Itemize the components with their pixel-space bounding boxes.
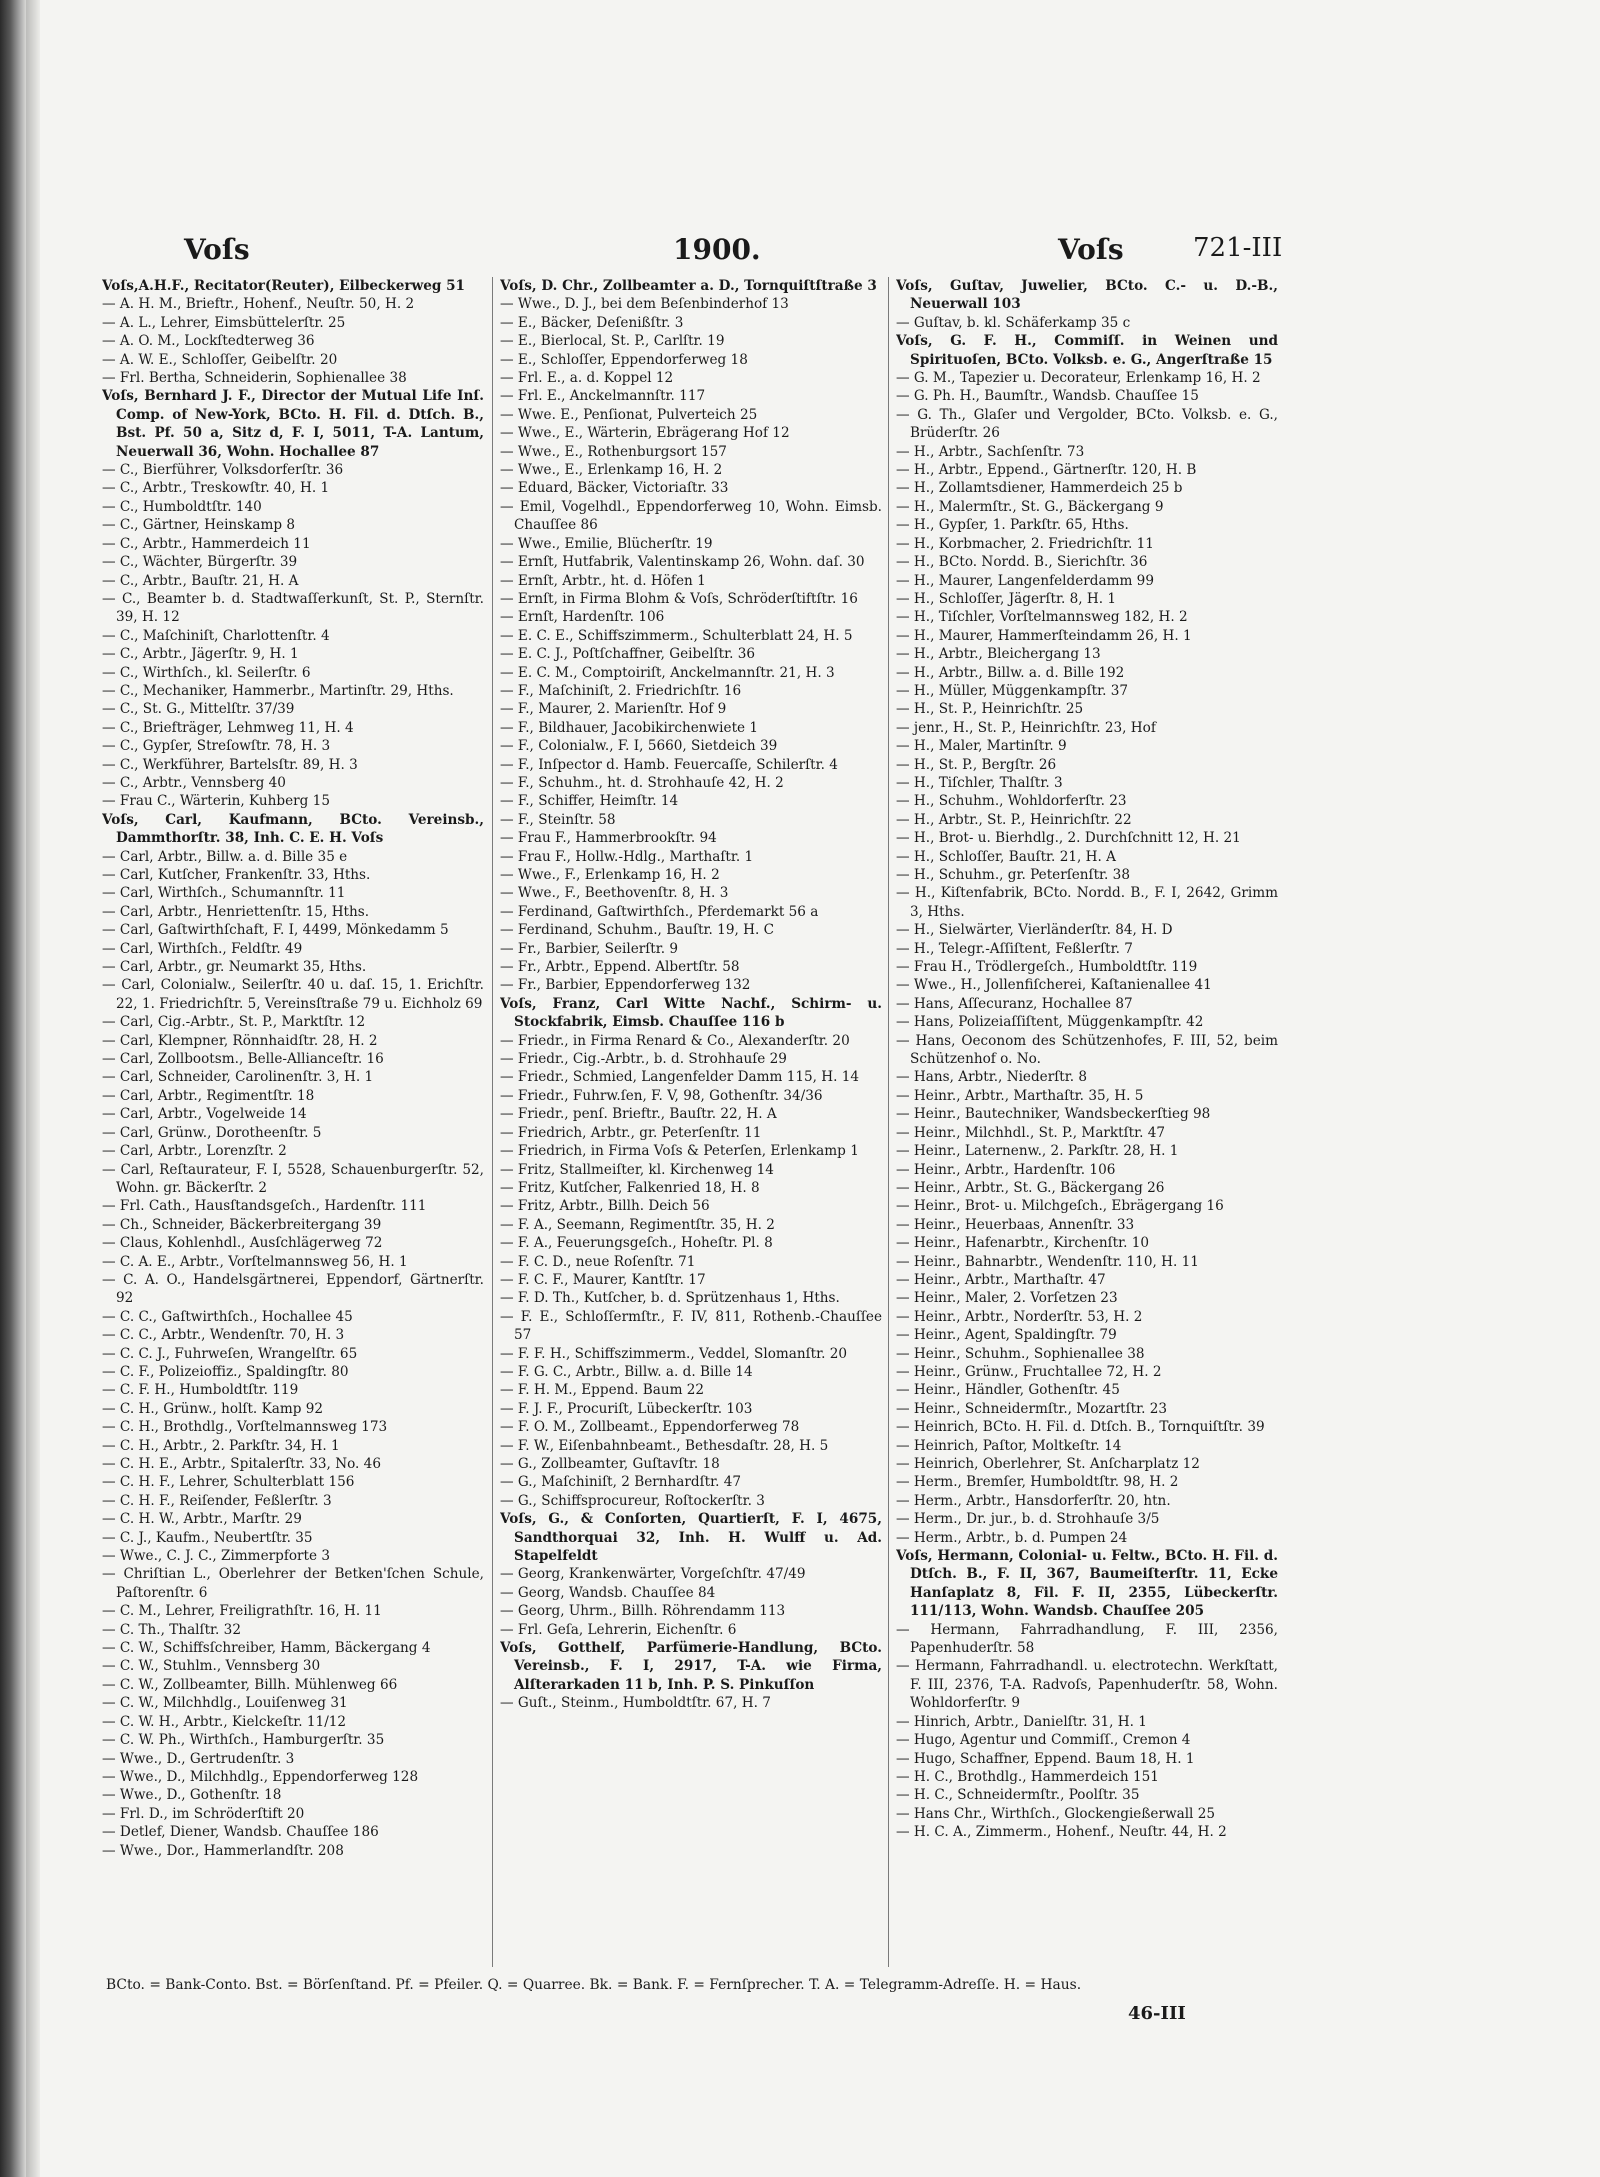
directory-entry: — Friedrich, Arbtr., gr. Peterſenſtr. 11: [500, 1124, 762, 1141]
directory-entry: — Frl. Geſa, Lehrerin, Eichenſtr. 6: [500, 1621, 737, 1638]
directory-entry: — C., Wächter, Bürgerſtr. 39: [102, 554, 298, 571]
directory-entry: — Carl, Klempner, Rönnhaidſtr. 28, H. 2: [102, 1032, 378, 1049]
directory-entry: — Guſt., Steinm., Humboldtſtr. 67, H. 7: [500, 1695, 771, 1712]
directory-entry: — Carl, Reſtaurateur, F. I, 5528, Schauenburgerſtr. 52, Wohn. gr. Bäckerſtr. 2: [102, 1161, 484, 1196]
entry-list-2: [500, 277, 882, 1713]
directory-entry: — Heinr., Arbtr., Marthaſtr. 47: [896, 1271, 1106, 1288]
directory-entry: — Hans, Arbtr., Niederſtr. 8: [896, 1069, 1088, 1086]
directory-entry: — Heinr., Arbtr., Norderſtr. 53, H. 2: [896, 1308, 1143, 1325]
directory-entry: — C., Briefträger, Lehmweg 11, H. 4: [102, 719, 354, 736]
directory-entry: — Wwe., H., Jollenfiſcherei, Kaſtanienallee 41: [896, 977, 1212, 994]
abbreviation-legend: BCto. = Bank-Conto. Bst. = Börſenſtand. Pf. = Pfeiler. Q. = Quarree. Bk. = Bank. F. = Fernſprecher. T. A. = Telegramm-Adreſſe. H. = Haus.: [106, 1977, 1082, 1993]
directory-entry: — F. C. F., Maurer, Kantſtr. 17: [500, 1271, 706, 1288]
directory-entry: — Hermann, Fahrradhandl. u. electrotechn. Werkſtatt, F. III, 2376, T-A. Radvoſs, Papenhuderſtr. 58, Wohn. Wohldorferſtr. 9: [896, 1658, 1278, 1712]
directory-entry: — C. W., Milchhdlg., Louiſenweg 31: [102, 1695, 348, 1712]
directory-entry: — H., Maler, Martinſtr. 9: [896, 738, 1067, 755]
directory-entry: Voſs, Guſtav, Juwelier, BCto. C.- u. D.-B., Neuerwall 103: [896, 278, 1278, 313]
column-divider: [888, 277, 889, 1967]
directory-entry: — Heinr., Schuhm., Sophienallee 38: [896, 1345, 1145, 1362]
directory-entry: — H., Arbtr., Sachſenſtr. 73: [896, 443, 1085, 460]
directory-entry: — Ernſt, in Firma Blohm & Voſs, Schröderſtiftſtr. 16: [500, 590, 858, 607]
directory-entry: Voſs, G. F. H., Commiſſ. in Weinen und Spirituoſen, BCto. Volksb. e. G., Angerſtraße 15: [896, 333, 1278, 368]
directory-entry: — Carl, Arbtr., Henriettenſtr. 15, Hths.: [102, 903, 370, 920]
directory-entry: — Carl, Arbtr., Vogelweide 14: [102, 1106, 307, 1123]
directory-entry: — C. W., Stuhlm., Vennsberg 30: [102, 1658, 321, 1675]
directory-entry: — Fritz, Kutſcher, Falkenried 18, H. 8: [500, 1179, 760, 1196]
directory-entry: — Wwe., E., Wärterin, Ebrägerang Hof 12: [500, 425, 790, 442]
directory-entry: — C. H., Arbtr., 2. Parkſtr. 34, H. 1: [102, 1437, 340, 1454]
directory-entry: — Ferdinand, Schuhm., Bauſtr. 19, H. C: [500, 922, 775, 939]
directory-entry: — Wwe., C. J. C., Zimmerpforte 3: [102, 1548, 331, 1565]
directory-entry: — C. W., Zollbeamter, Billh. Mühlenweg 66: [102, 1676, 398, 1693]
directory-entry: — Carl, Cig.-Arbtr., St. P., Marktſtr. 12: [102, 1014, 366, 1031]
directory-entry: — C. C., Gaſtwirthſch., Hochallee 45: [102, 1308, 353, 1325]
directory-entry: — Emil, Vogelhdl., Eppendorferweg 10, Wohn. Eimsb. Chauſſee 86: [500, 498, 882, 534]
directory-entry: — C. F. H., Humboldtſtr. 119: [102, 1382, 299, 1399]
directory-entry: — C., Bierführer, Volksdorferſtr. 36: [102, 462, 344, 479]
entry-list-3: [896, 277, 1278, 1842]
directory-entry: — H. C., Schneidermſtr., Poolſtr. 35: [896, 1787, 1140, 1804]
directory-entry: — Carl, Gaſtwirthſchaft, F. I, 4499, Mönkedamm 5: [102, 922, 449, 939]
directory-entry: — E., Schloſſer, Eppendorferweg 18: [500, 351, 748, 368]
directory-entry: — H., Sielwärter, Vierländerſtr. 84, H. D: [896, 922, 1173, 939]
directory-entry: — H., Maurer, Hammerſteindamm 26, H. 1: [896, 627, 1192, 644]
directory-entry: — Guſtav, b. kl. Schäferkamp 35 c: [896, 314, 1131, 331]
directory-entry: — Heinr., Arbtr., Marthaſtr. 35, H. 5: [896, 1087, 1144, 1104]
directory-entry: — F. F. H., Schiffszimmerm., Veddel, Slomanſtr. 20: [500, 1345, 848, 1362]
directory-entry: — Carl, Wirthſch., Schumannſtr. 11: [102, 885, 346, 902]
directory-entry: — E. C. E., Schiffszimmerm., Schulterblatt 24, H. 5: [500, 627, 853, 644]
directory-entry: — A. W. E., Schloſſer, Geibelſtr. 20: [102, 351, 338, 368]
directory-entry: — H., Schuhm., Wohldorferſtr. 23: [896, 793, 1127, 810]
directory-entry: — Wwe., D., Gertrudenſtr. 3: [102, 1750, 295, 1767]
directory-entry: — Heinr., Milchhdl., St. P., Marktſtr. 47: [896, 1124, 1166, 1141]
directory-entry: — H., Korbmacher, 2. Friedrichſtr. 11: [896, 535, 1154, 552]
directory-entry: — Frau F., Hollw.-Hdlg., Marthaſtr. 1: [500, 848, 754, 865]
directory-entry: — Friedr., Fuhrw.ſen, F. V, 98, Gothenſtr. 34/36: [500, 1087, 823, 1104]
directory-entry: — H., Tiſchler, Vorſtelmannsweg 182, H. 2: [896, 609, 1188, 626]
directory-entry: — Heinr., Laternenw., 2. Parkſtr. 28, H. 1: [896, 1143, 1179, 1160]
directory-entry: Voſs, Hermann, Colonial- u. Feltw., BCto. H. Fil. d. Dtſch. B., F. II, 367, Baumeiſterſtr. 11, Ecke Hanſaplatz 8, Fil. F. II, 2355, Lübeckerſtr. 111/113, Wohn. Wandsb. Chauſſee 205: [896, 1548, 1278, 1620]
directory-entry: — C. C., Arbtr., Wendenſtr. 70, H. 3: [102, 1327, 345, 1344]
directory-entry: — H., Kiſtenfabrik, BCto. Nordd. B., F. I, 2642, Grimm 3, Hths.: [896, 885, 1278, 920]
directory-entry: — Heinr., Grünw., Fruchtallee 72, H. 2: [896, 1363, 1162, 1380]
directory-entry: — F., Colonialw., F. I, 5660, Sietdeich 39: [500, 738, 778, 755]
directory-entry: — Fr., Barbier, Eppendorferweg 132: [500, 977, 751, 994]
directory-entry: — H., Arbtr., Eppend., Gärtnerſtr. 120, H. B: [896, 462, 1197, 479]
directory-entry: Voſs, Franz, Carl Witte Nachf., Schirm- u. Stockfabrik, Eimsb. Chauſſee 116 b: [500, 995, 882, 1031]
directory-entry: — Herm., Arbtr., b. d. Pumpen 24: [896, 1529, 1128, 1546]
directory-entry: — H., Maurer, Langenfelderdamm 99: [896, 572, 1154, 589]
column-2: [500, 277, 882, 1967]
directory-entry: — Carl, Arbtr., gr. Neumarkt 35, Hths.: [102, 959, 367, 976]
directory-entry: — Carl, Schneider, Carolinenſtr. 3, H. 1: [102, 1069, 374, 1086]
directory-entry: — C., Arbtr., Bauſtr. 21, H. A: [102, 572, 299, 589]
directory-entry: — Ernſt, Hardenſtr. 106: [500, 609, 665, 626]
directory-entry: — Hans Chr., Wirthſch., Glockengießerwall 25: [896, 1805, 1216, 1822]
directory-entry: — C. H., Brothdlg., Vorſtelmannsweg 173: [102, 1419, 388, 1436]
directory-entry: — F. C. D., neue Roſenſtr. 71: [500, 1253, 696, 1270]
directory-entry: — Hinrich, Arbtr., Danielſtr. 31, H. 1: [896, 1713, 1147, 1730]
directory-entry: — F. W., Eiſenbahnbeamt., Bethesdaſtr. 28, H. 5: [500, 1437, 829, 1454]
directory-entry: — F. E., Schloſſermſtr., F. IV, 811, Rothenb.-Chauſſee 57: [500, 1308, 882, 1344]
directory-entry: — H., Arbtr., St. P., Heinrichſtr. 22: [896, 811, 1132, 828]
directory-entry: — F. A., Feuerungsgeſch., Hoheſtr. Pl. 8: [500, 1235, 773, 1252]
directory-entry: — Heinr., Brot- u. Milchgeſch., Ebrägergang 16: [896, 1198, 1224, 1215]
directory-entry: — E., Bierlocal, St. P., Carlſtr. 19: [500, 333, 725, 350]
header-year: 1900.: [673, 233, 761, 266]
directory-entry: — C. A. E., Arbtr., Vorſtelmannsweg 56, H. 1: [102, 1253, 408, 1270]
directory-entry: — Friedr., penſ. Brieftr., Bauſtr. 22, H. A: [500, 1106, 777, 1123]
directory-entry: — H., Schloſſer, Jägerſtr. 8, H. 1: [896, 590, 1117, 607]
directory-entry: — F. H. M., Eppend. Baum 22: [500, 1382, 705, 1399]
directory-entry: — Wwe., D., Gothenſtr. 18: [102, 1787, 282, 1804]
directory-entry: — F. A., Seemann, Regimentſtr. 35, H. 2: [500, 1216, 775, 1233]
directory-entry: — Ernſt, Arbtr., ht. d. Höfen 1: [500, 572, 706, 589]
directory-entry: — H., Schloſſer, Bauſtr. 21, H. A: [896, 848, 1116, 865]
directory-entry: — C. Th., Thalſtr. 32: [102, 1621, 241, 1638]
directory-entry: — Fr., Arbtr., Eppend. Albertſtr. 58: [500, 959, 740, 976]
directory-entry: — Friedr., Cig.-Arbtr., b. d. Strohhauſe 29: [500, 1051, 787, 1068]
directory-entry: — F., Schuhm., ht. d. Strohhauſe 42, H. 2: [500, 774, 784, 791]
directory-entry: — Heinr., Bautechniker, Wandsbeckerſtieg 98: [896, 1106, 1211, 1123]
directory-entry: — Hugo, Agentur und Commiſſ., Cremon 4: [896, 1732, 1191, 1749]
directory-entry: — Heinr., Agent, Spaldingſtr. 79: [896, 1327, 1117, 1344]
directory-entry: — G., Maſchiniſt, 2 Bernhardſtr. 47: [500, 1474, 742, 1491]
directory-entry: — C., Gärtner, Heinskamp 8: [102, 517, 296, 534]
directory-entry: — C. W., Schiffsſchreiber, Hamm, Bäckergang 4: [102, 1640, 431, 1657]
header-right-keyword: Voſs: [1058, 233, 1124, 266]
directory-entry: — C. H., Grünw., holſt. Kamp 92: [102, 1400, 324, 1417]
directory-entry: — Wwe., D., Milchhdlg., Eppendorferweg 128: [102, 1768, 419, 1785]
directory-entry: — Frau H., Trödlergeſch., Humboldtſtr. 119: [896, 959, 1198, 976]
directory-entry: Voſs, D. Chr., Zollbeamter a. D., Tornquiſtſtraße 3: [500, 278, 877, 294]
directory-entry: — F. J. F., Procuriſt, Lübeckerſtr. 103: [500, 1400, 753, 1417]
directory-entry: Voſs, Carl, Kaufmann, BCto. Vereinsb., Dammthorſtr. 38, Inh. C. E. H. Voſs: [102, 811, 484, 847]
directory-entry: — Heinrich, BCto. H. Fil. d. Dtſch. B., Tornquiſtſtr. 39: [896, 1419, 1265, 1436]
directory-entry: — Friedr., Schmied, Langenfelder Damm 115, H. 14: [500, 1069, 860, 1086]
directory-entry: — Frl. E., a. d. Koppel 12: [500, 370, 674, 387]
directory-entry: — C. W. H., Arbtr., Kielckeſtr. 11/12: [102, 1713, 347, 1730]
column-3: [896, 277, 1278, 1967]
directory-entry: — Hans, Polizeiaſſiſtent, Müggenkampſtr. 42: [896, 1014, 1204, 1031]
directory-entry: — Wwe., F., Erlenkamp 16, H. 2: [500, 867, 720, 883]
signature-mark: 46-III: [1128, 2003, 1186, 2024]
directory-entry: — Carl, Arbtr., Regimentſtr. 18: [102, 1087, 315, 1104]
directory-entry: — Frl. E., Anckelmannſtr. 117: [500, 388, 706, 405]
directory-entry: — E. C. J., Poſtſchaffner, Geibelſtr. 36: [500, 646, 756, 663]
directory-entry: — F., Schiffer, Heimſtr. 14: [500, 793, 679, 810]
directory-entry: — F. G. C., Arbtr., Billw. a. d. Bille 14: [500, 1363, 753, 1380]
directory-entry: — Frau F., Hammerbrookſtr. 94: [500, 830, 717, 847]
directory-entry: — H., Müller, Müggenkampſtr. 37: [896, 682, 1129, 699]
directory-entry: — C., Arbtr., Jägerſtr. 9, H. 1: [102, 646, 299, 663]
directory-entry: — C., Arbtr., Vennsberg 40: [102, 774, 286, 791]
directory-entry: — H., Arbtr., Bleichergang 13: [896, 646, 1101, 663]
directory-entry: — C., Arbtr., Treskowſtr. 40, H. 1: [102, 480, 330, 497]
directory-entry: — F., Bildhauer, Jacobikirchenwiete 1: [500, 719, 759, 736]
directory-entry: — C. J., Kaufm., Neubertſtr. 35: [102, 1529, 313, 1546]
directory-entry: — Wwe. E., Penſionat, Pulverteich 25: [500, 406, 758, 423]
directory-entry: — G. M., Tapezier u. Decorateur, Erlenkamp 16, H. 2: [896, 370, 1261, 387]
directory-entry: — Heinr., Arbtr., Hardenſtr. 106: [896, 1161, 1116, 1178]
directory-entry: — Heinrich, Paſtor, Moltkeſtr. 14: [896, 1437, 1122, 1454]
directory-entry: — A. H. M., Brieftr., Hohenf., Neuſtr. 50, H. 2: [102, 296, 415, 313]
directory-entry: — Friedr., in Firma Renard & Co., Alexanderſtr. 20: [500, 1032, 850, 1049]
directory-entry: — Carl, Zollbootsm., Belle-Allianceſtr. 16: [102, 1051, 384, 1068]
directory-entry: — Heinr., Maler, 2. Vorſetzen 23: [896, 1290, 1118, 1307]
directory-entry: — C., Gypſer, Streſowſtr. 78, H. 3: [102, 738, 331, 755]
directory-entry: — E. C. M., Comptoiriſt, Anckelmannſtr. 21, H. 3: [500, 664, 835, 681]
directory-entry: — C. F., Polizeioffiz., Spaldingſtr. 80: [102, 1363, 349, 1380]
directory-entry: — Fritz, Arbtr., Billh. Deich 56: [500, 1198, 710, 1215]
directory-entry: — F., Maurer, 2. Marienſtr. Hof 9: [500, 701, 727, 718]
directory-entry: — C. C. J., Fuhrweſen, Wrangelſtr. 65: [102, 1345, 358, 1362]
column-divider: [492, 277, 493, 1967]
directory-entry: Voſs, G., & Conſorten, Quartierſt, F. I, 4675, Sandthorquai 32, Inh. H. Wulff u. Ad. Stapelfeldt: [500, 1511, 882, 1565]
directory-entry: — Georg, Krankenwärter, Vorgeſchſtr. 47/49: [500, 1566, 806, 1583]
directory-entry: — Wwe., E., Rothenburgsort 157: [500, 443, 727, 460]
directory-entry: — Georg, Uhrm., Billh. Röhrendamm 113: [500, 1603, 786, 1620]
directory-entry: — H., Zollamtsdiener, Hammerdeich 25 b: [896, 480, 1183, 497]
page-header: [88, 225, 1300, 271]
directory-entry: — Detlef, Diener, Wandsb. Chauſſee 186: [102, 1824, 379, 1841]
directory-entry: — H., St. P., Bergſtr. 26: [896, 756, 1057, 773]
directory-entry: — C. W. Ph., Wirthſch., Hamburgerſtr. 35: [102, 1732, 385, 1749]
directory-entry: — Heinr., Schneidermſtr., Mozartſtr. 23: [896, 1400, 1168, 1417]
directory-entry: — A. O. M., Lockſtedterweg 36: [102, 333, 315, 350]
directory-entry: — Herm., Dr. jur., b. d. Strohhauſe 3/5: [896, 1511, 1160, 1528]
directory-entry: — Heinr., Hafenarbtr., Kirchenſtr. 10: [896, 1235, 1150, 1252]
directory-entry: — Heinr., Heuerbaas, Annenſtr. 33: [896, 1216, 1135, 1233]
directory-entry: — Wwe., Emilie, Blücherſtr. 19: [500, 535, 713, 552]
directory-entry: — H., Gypſer, 1. Parkſtr. 65, Hths.: [896, 517, 1129, 534]
directory-entry: — Ch., Schneider, Bäckerbreitergang 39: [102, 1216, 382, 1233]
directory-entry: — E., Bäcker, Deſenißſtr. 3: [500, 314, 684, 331]
directory-entry: — H., St. P., Heinrichſtr. 25: [896, 701, 1084, 718]
directory-entry: — F. O. M., Zollbeamt., Eppendorferweg 78: [500, 1419, 800, 1436]
directory-entry: — F., Maſchiniſt, 2. Friedrichſtr. 16: [500, 682, 742, 699]
directory-entry: — Heinr., Bahnarbtr., Wendenſtr. 110, H. 11: [896, 1253, 1199, 1270]
directory-entry: — Chriſtian L., Oberlehrer der Betken'ſchen Schule, Paſtorenſtr. 6: [102, 1566, 484, 1601]
directory-entry: — H. C., Brothdlg., Hammerdeich 151: [896, 1768, 1159, 1785]
directory-page: [88, 225, 1300, 2025]
directory-entry: — F., Steinſtr. 58: [500, 811, 616, 828]
directory-entry: — Carl, Kutſcher, Frankenſtr. 33, Hths.: [102, 867, 371, 883]
directory-entry: — Carl, Grünw., Dorotheenſtr. 5: [102, 1124, 322, 1141]
directory-entry: — Frl. D., im Schröderſtift 20: [102, 1805, 305, 1822]
directory-entry: Voſs,A.H.F., Recitator(Reuter), Eilbeckerweg 51: [102, 278, 466, 294]
directory-entry: — Wwe., E., Erlenkamp 16, H. 2: [500, 462, 723, 479]
directory-entry: — H., BCto. Nordd. B., Sierichſtr. 36: [896, 554, 1148, 571]
directory-entry: — A. L., Lehrer, Eimsbüttelerſtr. 25: [102, 314, 346, 331]
directory-entry: — Eduard, Bäcker, Victoriaſtr. 33: [500, 480, 729, 497]
directory-entry: — Hugo, Schaffner, Eppend. Baum 18, H. 1: [896, 1750, 1195, 1767]
directory-entry: Voſs, Gotthelf, Parfümerie-Handlung, BCto. Vereinsb., F. I, 2917, T-A. wie Firma, Alſterarkaden 11 b, Inh. P. S. Pinkuſſon: [500, 1640, 882, 1693]
directory-entry: — Georg, Wandsb. Chauſſee 84: [500, 1584, 716, 1601]
page-number: 721-III: [1193, 233, 1283, 263]
directory-entry: — C., Beamter b. d. Stadtwaſſerkunſt, St. P., Sternſtr. 39, H. 12: [102, 590, 484, 626]
directory-entry: — Hans, Aſſecuranz, Hochallee 87: [896, 995, 1133, 1012]
directory-entry: — C., St. G., Mittelſtr. 37/39: [102, 701, 295, 718]
directory-entry: — C., Wirthſch., kl. Seilerſtr. 6: [102, 664, 311, 681]
directory-entry: — C., Humboldtſtr. 140: [102, 498, 262, 515]
directory-entry: — Carl, Arbtr., Billw. a. d. Bille 35 e: [102, 848, 348, 865]
directory-entry: — C., Mechaniker, Hammerbr., Martinſtr. 29, Hths.: [102, 682, 454, 699]
entry-list-1: [102, 277, 484, 1860]
directory-entry: — Fr., Barbier, Seilerſtr. 9: [500, 940, 679, 957]
directory-entry: — Heinr., Händler, Gothenſtr. 45: [896, 1382, 1120, 1399]
directory-entry: — Frau C., Wärterin, Kuhberg 15: [102, 793, 330, 810]
directory-entry: — C., Werkführer, Bartelsſtr. 89, H. 3: [102, 756, 358, 773]
directory-entry: — G., Schiffsprocureur, Roſtockerſtr. 3: [500, 1492, 765, 1509]
directory-entry: — Herm., Arbtr., Hansdorferſtr. 20, htn.: [896, 1492, 1171, 1509]
directory-entry: — H., Brot- u. Bierhdlg., 2. Durchſchnitt 12, H. 21: [896, 830, 1241, 847]
directory-entry: — Fritz, Stallmeiſter, kl. Kirchenweg 14: [500, 1161, 774, 1178]
directory-entry: — Heinr., Arbtr., St. G., Bäckergang 26: [896, 1179, 1165, 1196]
directory-entry: — H., Malermſtr., St. G., Bäckergang 9: [896, 498, 1164, 515]
header-left-keyword: Voſs: [184, 233, 250, 266]
directory-entry: — G. Th., Glaſer und Vergolder, BCto. Volksb. e. G., Brüderſtr. 26: [896, 406, 1278, 442]
directory-entry: — Herm., Bremſer, Humboldtſtr. 98, H. 2: [896, 1474, 1179, 1491]
directory-entry: — C., Arbtr., Hammerdeich 11: [102, 535, 311, 552]
directory-entry: — Wwe., D. J., bei dem Beſenbinderhof 13: [500, 296, 789, 313]
directory-entry: Voſs, Bernhard J. F., Director der Mutual Life Inſ. Comp. of New-York, BCto. H. Fil. d. Dtſch. B., Bst. Pf. 50 a, Sitz d, F. I, 5011, T-A. Lantum, Neuerwall 36, Wohn. Hochallee 87: [102, 388, 484, 460]
directory-entry: — Carl, Wirthſch., Feldſtr. 49: [102, 940, 303, 957]
directory-entry: — H., Tiſchler, Thalſtr. 3: [896, 774, 1063, 791]
directory-entry: — Ferdinand, Gaſtwirthſch., Pferdemarkt 56 a: [500, 903, 819, 920]
directory-entry: — C. H. W., Arbtr., Marſtr. 29: [102, 1511, 302, 1528]
directory-entry: — Wwe., Dor., Hammerlandſtr. 208: [102, 1842, 344, 1859]
directory-entry: — C., Maſchiniſt, Charlottenſtr. 4: [102, 627, 330, 644]
directory-entry: — Frl. Cath., Hausſtandsgeſch., Hardenſtr. 111: [102, 1198, 427, 1215]
directory-entry: — jenr., H., St. P., Heinrichſtr. 23, Hof: [896, 719, 1156, 736]
directory-entry: — Carl, Colonialw., Seilerſtr. 40 u. daſ. 15, 1. Erichſtr. 22, 1. Friedrichſtr. 5, Vereinsſtraße 79 u. Eichholz 69: [102, 977, 484, 1012]
directory-entry: — H., Telegr.-Aſſiſtent, Feßlerſtr. 7: [896, 940, 1133, 957]
directory-entry: — Wwe., F., Beethovenſtr. 8, H. 3: [500, 885, 729, 902]
directory-entry: — G. Ph. H., Baumſtr., Wandsb. Chauſſee 15: [896, 388, 1199, 405]
directory-entry: — C. M., Lehrer, Freiligrathſtr. 16, H. 11: [102, 1603, 382, 1620]
directory-entry: — Claus, Kohlenhdl., Ausſchlägerweg 72: [102, 1235, 383, 1252]
book-binding: [0, 0, 26, 2177]
column-1: [102, 277, 484, 1967]
page-gutter: [26, 0, 40, 2177]
directory-entry: — Heinrich, Oberlehrer, St. Anſcharplatz 12: [896, 1456, 1200, 1472]
directory-entry: — H., Schuhm., gr. Peterſenſtr. 38: [896, 867, 1130, 883]
directory-entry: — C. A. O., Handelsgärtnerei, Eppendorf, Gärtnerſtr. 92: [102, 1271, 484, 1307]
directory-entry: — Frl. Bertha, Schneiderin, Sophienallee 38: [102, 370, 407, 387]
directory-entry: — F., Inſpector d. Hamb. Feuercaſſe, Schilerſtr. 4: [500, 756, 838, 773]
directory-entry: — G., Zollbeamter, Guſtavſtr. 18: [500, 1456, 720, 1472]
directory-entry: — H. C. A., Zimmerm., Hohenf., Neuſtr. 44, H. 2: [896, 1824, 1227, 1841]
directory-entry: — Friedrich, in Firma Voſs & Peterſen, Erlenkamp 1: [500, 1143, 859, 1160]
directory-entry: — C. H. F., Reiſender, Feßlerſtr. 3: [102, 1492, 332, 1509]
directory-entry: — H., Arbtr., Billw. a. d. Bille 192: [896, 664, 1125, 681]
directory-entry: — Carl, Arbtr., Lorenzſtr. 2: [102, 1143, 287, 1160]
directory-entry: — Ernſt, Hutfabrik, Valentinskamp 26, Wohn. daſ. 30: [500, 554, 865, 571]
directory-entry: — F. D. Th., Kutſcher, b. d. Sprützenhaus 1, Hths.: [500, 1290, 840, 1307]
directory-entry: — Hermann, Fahrradhandlung, F. III, 2356, Papenhuderſtr. 58: [896, 1621, 1278, 1657]
directory-entry: — Hans, Oeconom des Schützenhofes, F. III, 52, beim Schützenhof o. No.: [896, 1032, 1278, 1068]
directory-entry: — C. H. F., Lehrer, Schulterblatt 156: [102, 1474, 355, 1491]
directory-entry: — C. H. E., Arbtr., Spitalerſtr. 33, No. 46: [102, 1456, 381, 1472]
